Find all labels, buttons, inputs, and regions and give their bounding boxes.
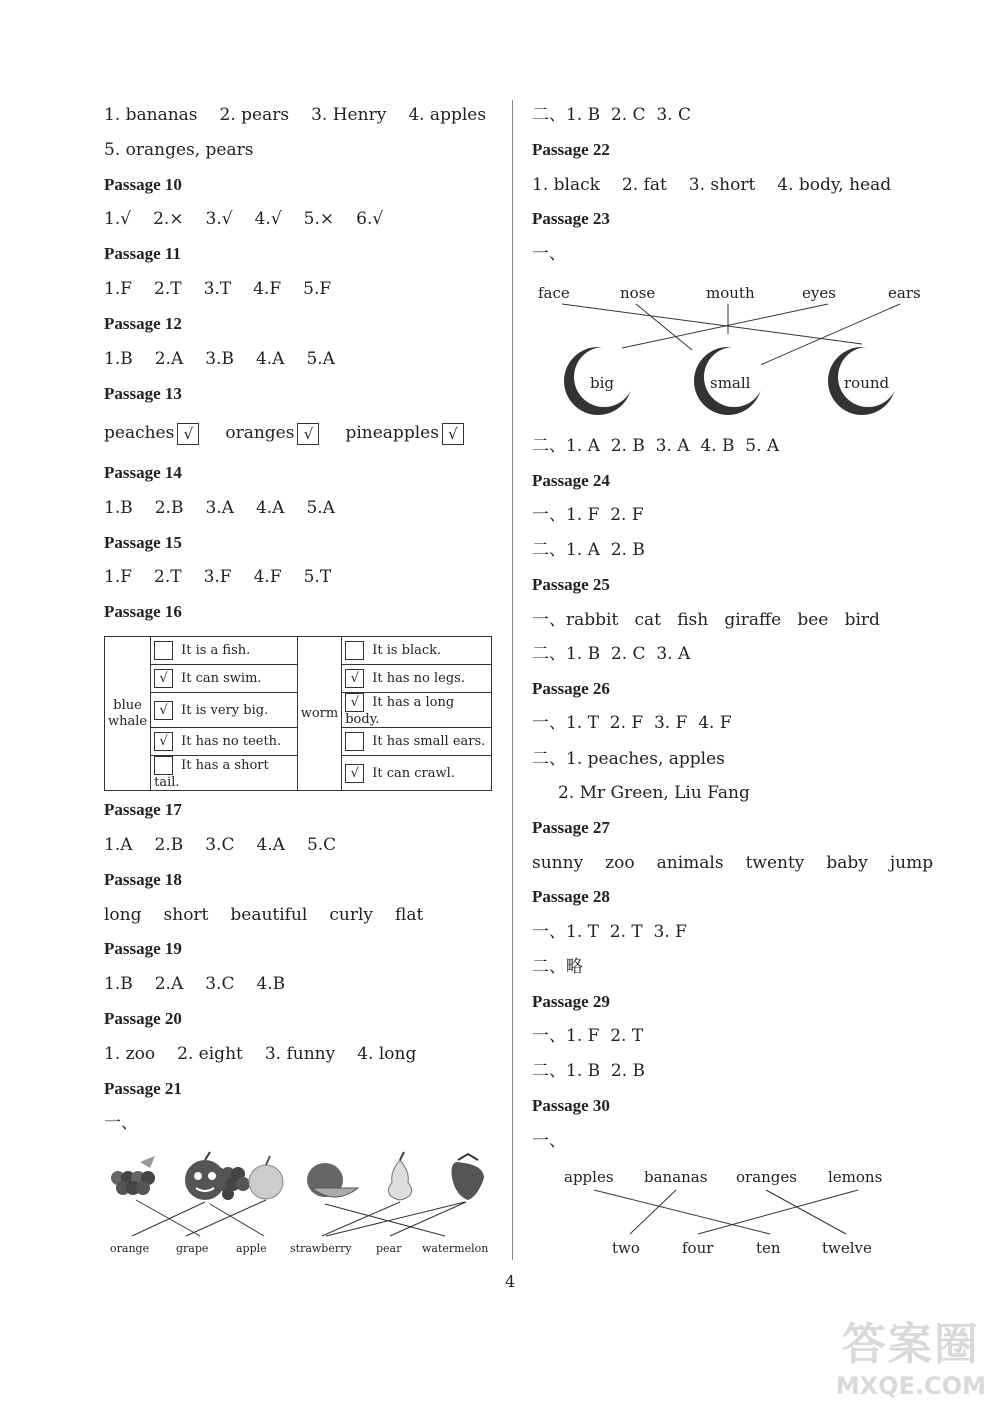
passage-18-heading: Passage 18	[104, 870, 182, 889]
word-label: eyes	[802, 284, 836, 302]
table-row: It has small ears.	[342, 728, 492, 756]
moon-label: small	[710, 374, 751, 392]
passage-23-prefix: 一、	[532, 244, 566, 264]
moon-icon	[564, 347, 634, 415]
passage-16-heading: Passage 16	[104, 602, 182, 621]
table-row: √ It has no legs.	[342, 665, 492, 693]
table-row: It has a short tail.	[151, 756, 298, 791]
passage-14-heading: Passage 14	[104, 463, 182, 482]
word-label: face	[538, 284, 570, 302]
fruit-label: orange	[110, 1242, 150, 1255]
table-row: √ It has a long body.	[342, 693, 492, 728]
checkbox-icon: √	[154, 701, 173, 720]
table-row: √ It is very big.	[151, 693, 298, 728]
passage-28-part1: 一、1. T 2. T 3. F	[532, 922, 687, 942]
passage-14-answers: 1.B 2.B 3.A 4.A 5.A	[104, 498, 335, 518]
checkbox-icon	[345, 641, 364, 660]
checkbox-icon: √	[297, 423, 319, 445]
table-row: It is black.	[342, 637, 492, 665]
passage-26-part3: 2. Mr Green, Liu Fang	[558, 783, 750, 803]
passage-23-part2: 二、1. A 2. B 3. A 4. B 5. A	[532, 436, 780, 456]
checkbox-icon: √	[442, 423, 464, 445]
word-label: ears	[888, 284, 921, 302]
passage-28-part2: 二、略	[532, 957, 583, 977]
passage-27-heading: Passage 27	[532, 818, 610, 837]
passage-12-answers: 1.B 2.A 3.B 4.A 5.A	[104, 349, 335, 369]
table-row: It is a fish.	[151, 637, 298, 665]
moon-label: big	[590, 374, 615, 392]
table-label-worm: worm	[297, 637, 342, 791]
passage-26-heading: Passage 26	[532, 679, 610, 698]
passage-23-matching	[532, 278, 932, 420]
passage-11-answers: 1.F 2.T 3.T 4.F 5.F	[104, 279, 332, 299]
passage-30-heading: Passage 30	[532, 1096, 610, 1115]
moon-icon	[828, 347, 898, 415]
passage-26-part2: 二、1. peaches, apples	[532, 749, 725, 769]
answer-line-1: 1. bananas 2. pears 3. Henry 4. apples	[104, 105, 487, 125]
word-label: apples	[564, 1168, 614, 1186]
word-label: twelve	[822, 1239, 872, 1257]
passage-20-answers: 1. zoo 2. eight 3. funny 4. long	[104, 1044, 417, 1064]
passage-15-answers: 1.F 2.T 3.F 4.F 5.T	[104, 567, 332, 587]
table-row: √ It can crawl.	[342, 756, 492, 791]
page-number: 4	[505, 1272, 516, 1291]
passage-25-part1: 一、rabbit cat fish giraffe bee bird	[532, 610, 880, 630]
passage-15-heading: Passage 15	[104, 533, 182, 552]
passage-19-answers: 1.B 2.A 3.C 4.B	[104, 974, 286, 994]
passage-21-matching	[100, 1148, 495, 1260]
passage-27-answers: sunny zoo animals twenty baby jump	[532, 853, 934, 873]
passage-18-answers: long short beautiful curly flat	[104, 905, 424, 925]
orange-icon	[185, 1152, 225, 1200]
passage-16-table	[104, 636, 492, 791]
passage-13-heading: Passage 13	[104, 384, 182, 403]
checkbox-icon	[154, 641, 173, 660]
passage-24-heading: Passage 24	[532, 471, 610, 490]
passage-29-part2: 二、1. B 2. B	[532, 1061, 646, 1081]
passage-17-answers: 1.A 2.B 3.C 4.A 5.C	[104, 835, 337, 855]
apple-icon	[249, 1156, 283, 1199]
passage-30-matching	[540, 1160, 920, 1260]
passage-12-heading: Passage 12	[104, 314, 182, 333]
word-label: bananas	[644, 1168, 708, 1186]
passage-11-heading: Passage 11	[104, 244, 181, 263]
word-label: nose	[620, 284, 656, 302]
strawberry-icon	[452, 1154, 485, 1200]
passage-24-part2: 二、1. A 2. B	[532, 540, 645, 560]
passage-28-heading: Passage 28	[532, 887, 610, 906]
checkbox-icon: √	[154, 669, 173, 688]
passage-20-heading: Passage 20	[104, 1009, 182, 1028]
fruit-label: strawberry	[290, 1242, 352, 1255]
word-label: oranges	[736, 1168, 797, 1186]
passage-17-heading: Passage 17	[104, 800, 182, 819]
table-row: √ It can swim.	[151, 665, 298, 693]
passage-21-heading: Passage 21	[104, 1079, 182, 1098]
moon-label: round	[844, 374, 890, 392]
column-divider	[512, 100, 513, 1260]
passage-21-prefix: 一、	[104, 1113, 138, 1133]
watermelon-icon	[307, 1163, 358, 1197]
fruit-label: watermelon	[422, 1242, 489, 1255]
word-label: two	[612, 1239, 640, 1257]
passage-30-prefix: 一、	[532, 1131, 566, 1151]
passage-25-part2: 二、1. B 2. C 3. A	[532, 644, 691, 664]
grape-icon	[111, 1156, 250, 1200]
passage-10-answers: 1.√ 2.× 3.√ 4.√ 5.× 6.√	[104, 209, 384, 229]
checkbox-icon	[154, 756, 173, 775]
word-label: ten	[756, 1239, 781, 1257]
table-label-blue-whale: blue whale	[105, 637, 151, 791]
checkbox-icon: √	[345, 764, 364, 783]
word-label: four	[682, 1239, 714, 1257]
fruit-label: apple	[236, 1242, 267, 1255]
table-row: √ It has no teeth.	[151, 728, 298, 756]
watermark: 答案圈 MXQE.COM	[835, 1319, 986, 1400]
word-label: lemons	[828, 1168, 883, 1186]
checkbox-icon: √	[177, 423, 199, 445]
passage-22-heading: Passage 22	[532, 140, 610, 159]
passage-26-part1: 一、1. T 2. F 3. F 4. F	[532, 713, 732, 733]
matching-lines	[132, 1200, 466, 1236]
passage-29-part1: 一、1. F 2. T	[532, 1026, 644, 1046]
checkbox-icon	[345, 732, 364, 751]
moon-icon	[694, 347, 764, 415]
word-label: mouth	[706, 284, 755, 302]
passage-25-heading: Passage 25	[532, 575, 610, 594]
passage-23-heading: Passage 23	[532, 209, 610, 228]
answer-line-2: 5. oranges, pears	[104, 140, 254, 160]
fruit-label: grape	[176, 1242, 209, 1255]
matching-lines	[594, 1190, 858, 1234]
passage-29-heading: Passage 29	[532, 992, 610, 1011]
pear-icon	[388, 1152, 411, 1200]
passage-22-answers: 1. black 2. fat 3. short 4. body, head	[532, 175, 892, 195]
passage-24-part1: 一、1. F 2. F	[532, 505, 644, 525]
passage-19-heading: Passage 19	[104, 939, 182, 958]
passage-13-answers: peaches √ oranges √ pineapples √	[104, 422, 490, 445]
checkbox-icon: √	[345, 693, 364, 712]
checkbox-icon: √	[345, 669, 364, 688]
passage-21-part2: 二、1. B 2. C 3. C	[532, 105, 691, 125]
fruit-label: pear	[376, 1242, 402, 1255]
checkbox-icon: √	[154, 732, 173, 751]
passage-10-heading: Passage 10	[104, 175, 182, 194]
